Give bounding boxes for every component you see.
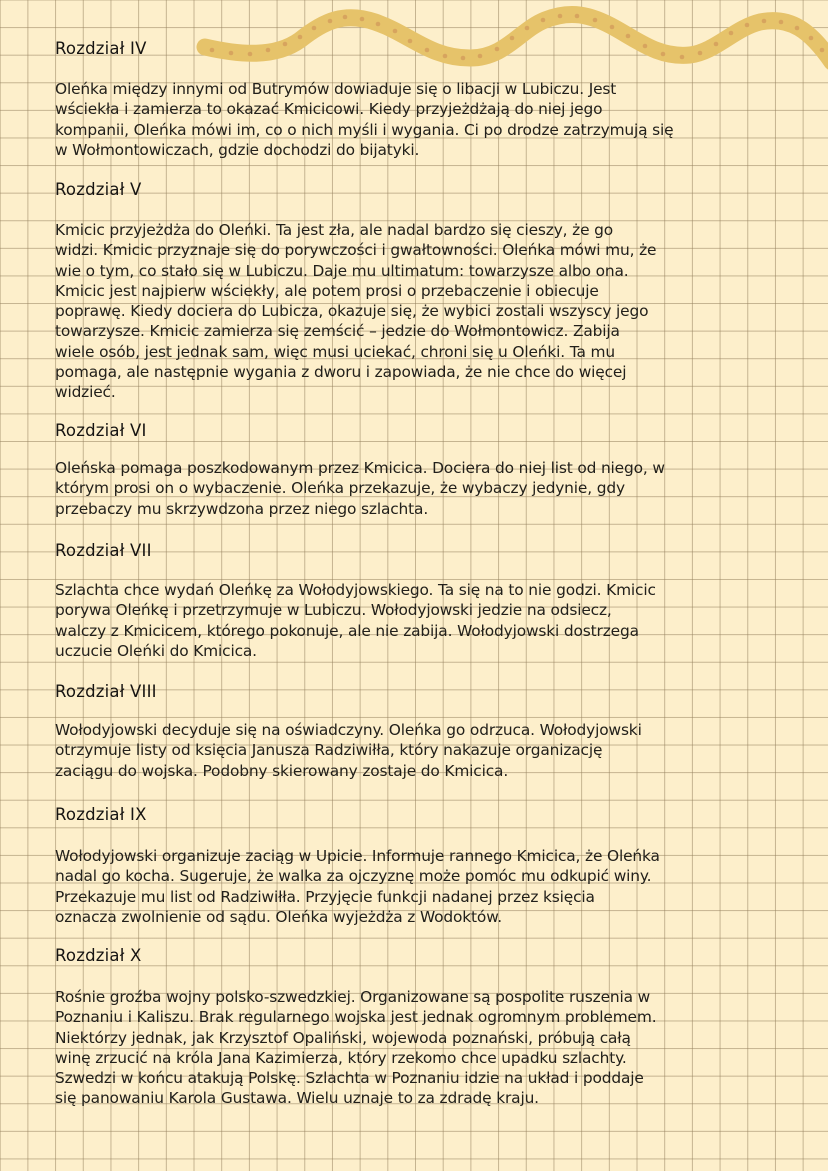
chapter-body — [55, 846, 775, 927]
chapter-body — [55, 720, 775, 781]
text-line: Wołodyjowski organizuje zaciąg w Upicie. Informuje rannego Kmicica, że Oleńka — [55, 847, 660, 865]
text-line: Przekazuje mu list od Radziwiłła. Przyjęcie funkcji nadanej przez księcia — [55, 887, 595, 906]
chapter-heading: Rozdział IV — [55, 39, 147, 58]
text-line: Szwedzi w końcu atakują Polskę. Szlachta w Poznaniu idzie na układ i poddaje — [55, 1069, 644, 1088]
text-line: którym prosi on o wybaczenie. Oleńka przekazuje, że wybaczy jedynie, gdy — [55, 479, 625, 498]
text-line: widzi. Kmicic przyznaje się do porywczości i gwałtowności. Oleńka mówi mu, że — [55, 241, 657, 260]
text-line: Poznaniu i Kaliszu. Brak regularnego wojska jest jednak ogromnym problemem. — [55, 1008, 657, 1027]
chapter-heading: Rozdział VIII — [55, 682, 157, 701]
chapter-vii — [55, 541, 775, 661]
text-line: otrzymuje listy od księcia Janusza Radziwiłła, który nakazuje organizację — [55, 741, 603, 760]
chapter-heading: Rozdział VII — [55, 541, 152, 560]
text-line: Rośnie groźba wojny polsko-szwedzkiej. Organizowane są pospolite ruszenia w — [55, 988, 651, 1006]
text-line: przebaczy mu skrzywdzona przez niego szlachta. — [55, 499, 429, 518]
text-line: oznacza zwolnienie od sądu. Oleńka wyjeżdża z Wodoktów. — [55, 907, 502, 926]
chapter-body — [55, 220, 775, 403]
chapter-heading: Rozdział IX — [55, 805, 147, 824]
text-line: zaciągu do wojska. Podobny skierowany zostaje do Kmicica. — [55, 761, 509, 780]
text-line: Kmicic jest najpierw wściekły, ale potem prosi o przebaczenie i obiecuje — [55, 281, 599, 300]
text-line: wie o tym, co stało się w Lubiczu. Daje mu ultimatum: towarzysze albo ona. — [55, 261, 629, 280]
chapter-v — [55, 180, 775, 403]
text-line: uczucie Oleńki do Kmicica. — [55, 641, 257, 660]
text-line: walczy z Kmicicem, którego pokonuje, ale nie zabija. Wołodyjowski dostrzega — [55, 621, 639, 640]
text-line: wiele osób, jest jednak sam, więc musi uciekać, chroni się u Oleńki. Ta mu — [55, 342, 615, 361]
chapter-x — [55, 946, 775, 1109]
chapter-vi — [55, 421, 775, 519]
chapter-body — [55, 987, 775, 1109]
text-line: Szlachta chce wydań Oleńkę za Wołodyjowskiego. Ta się na to nie godzi. Kmicic — [55, 581, 656, 599]
text-line: pomaga, ale następnie wygania z dworu i zapowiada, że nie chce do więcej — [55, 363, 627, 382]
text-line: Niektórzy jednak, jak Krzysztof Opaliński, wojewoda poznański, próbują całą — [55, 1028, 631, 1047]
chapter-heading: Rozdział X — [55, 946, 142, 965]
text-line: się panowaniu Karola Gustawa. Wielu uznaje to za zdradę kraju. — [55, 1089, 539, 1108]
text-line: wściekła i zamierza to okazać Kmicicowi. Kiedy przyjeżdżają do niej jego — [55, 100, 603, 119]
chapter-body — [55, 458, 775, 519]
text-line: kompanii, Oleńka mówi im, co o nich myśli i wygania. Ci po drodze zatrzymują się — [55, 120, 674, 139]
text-line: poprawę. Kiedy dociera do Lubicza, okazuje się, że wybici zostali wszyscy jego — [55, 302, 649, 321]
chapter-body — [55, 79, 775, 160]
chapter-body — [55, 580, 775, 661]
chapter-ix — [55, 805, 775, 927]
text-line: porywa Oleńkę i przetrzymuje w Lubiczu. Wołodyjowski jedzie na odsiecz, — [55, 601, 612, 620]
text-line: w Wołmontowiczach, gdzie dochodzi do bijatyki. — [55, 140, 420, 159]
text-line: Oleńska pomaga poszkodowanym przez Kmicica. Dociera do niej list od niego, w — [55, 459, 665, 477]
chapter-iv — [55, 39, 775, 160]
chapter-viii — [55, 682, 775, 781]
text-line: nadal go kocha. Sugeruje, że walka za ojczyznę może pomóc mu odkupić winy. — [55, 867, 652, 886]
chapter-heading: Rozdział V — [55, 180, 142, 199]
chapter-heading: Rozdział VI — [55, 421, 147, 440]
text-line: Kmicic przyjeżdża do Oleńki. Ta jest zła, ale nadal bardzo się cieszy, że go — [55, 221, 614, 239]
text-line: towarzysze. Kmicic zamierza się zemścić – jedzie do Wołmontowicz. Zabija — [55, 322, 620, 341]
text-line: widzieć. — [55, 383, 116, 402]
text-line: Oleńka między innymi od Butrymów dowiaduje się o libacji w Lubiczu. Jest — [55, 80, 617, 98]
text-line: Wołodyjowski decyduje się na oświadczyny. Oleńka go odrzuca. Wołodyjowski — [55, 721, 642, 739]
text-line: winę zrzucić na króla Jana Kazimierza, który rzekomo chce upadku szlachty. — [55, 1048, 627, 1067]
